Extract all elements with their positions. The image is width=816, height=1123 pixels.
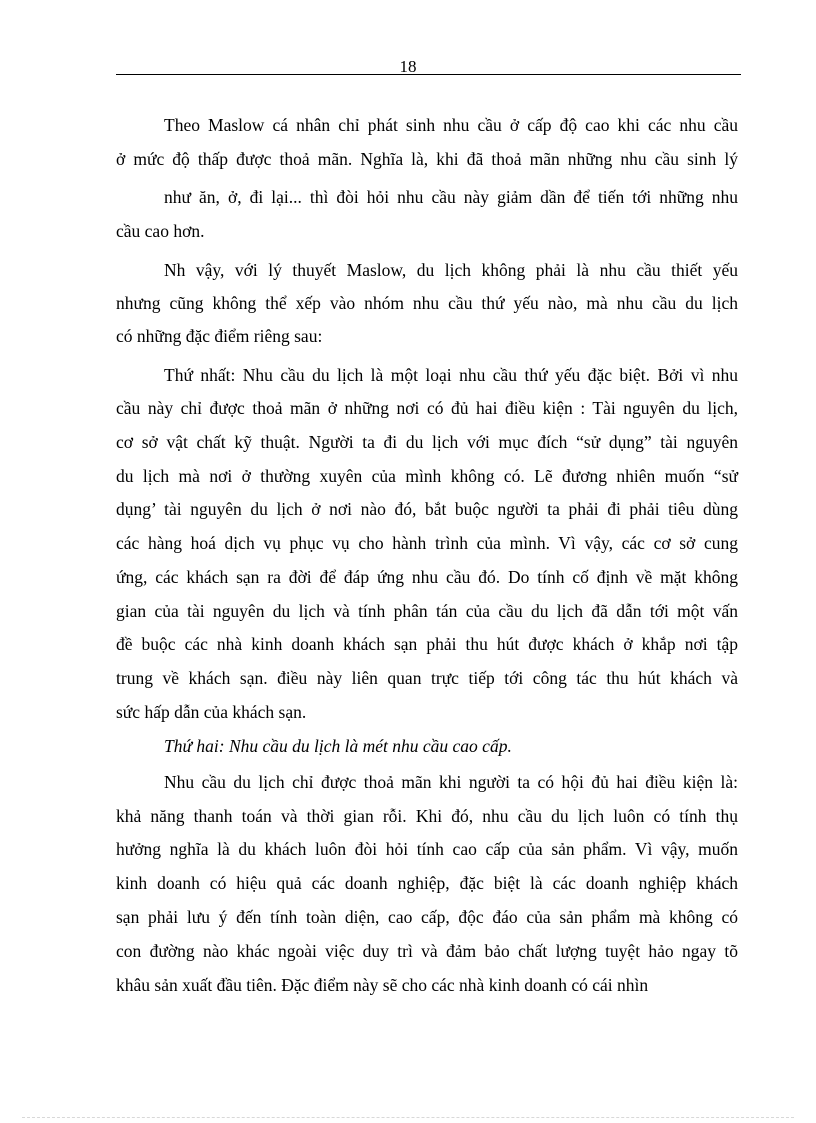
text-line: đề buộc các nhà kinh doanh khách sạn phải thu hút được khách ở khắp nơi tập (116, 634, 738, 654)
text-line: cơ sở vật chất kỹ thuật. Người ta đi du lịch với mục đích “sử dụng” tài nguyên (116, 432, 738, 452)
text-line: ứng, các khách sạn ra đời để đáp ứng nhu cầu đó. Do tính cố định về mặt không (116, 567, 738, 587)
section-heading: Thứ hai: Nhu cầu du lịch là mét nhu cầu cao cấp. (164, 736, 512, 756)
text-line: Thứ nhất: Nhu cầu du lịch là một loại nhu cầu thứ yếu đặc biệt. Bởi vì nhu (164, 365, 738, 385)
text-line: dụng’ tài nguyên du lịch ở nơi nào đó, bắt buộc người ta phải đi phải tiêu dùng (116, 499, 738, 519)
text-line: cầu này chỉ được thoả mãn ở những nơi có đủ hai điều kiện : Tài nguyên du lịch, (116, 398, 738, 418)
text-line: các hàng hoá dịch vụ phục vụ cho hành trình của mình. Vì vậy, các cơ sở cung (116, 533, 738, 553)
page-number: 18 (399, 57, 417, 76)
text-line: du lịch mà nơi ở thường xuyên của mình không có. Lẽ đương nhiên muốn “sử (116, 466, 738, 486)
text-line: sạn phải lưu ý đến tính toàn diện, cao cấp, độc đáo của sản phẩm mà không có (116, 907, 738, 927)
text-line: trung về khách sạn. điều này liên quan trực tiếp tới công tác thu hút khách và (116, 668, 738, 688)
header-rule (116, 74, 741, 75)
text-line: Theo Maslow cá nhân chỉ phát sinh nhu cầu ở cấp độ cao khi các nhu cầu (164, 115, 738, 135)
text-line: con đường nào khác ngoài việc duy trì và đảm bảo chất lượng tuyệt hảo ngay tõ (116, 941, 738, 961)
text-line: Nh vậy, với lý thuyết Maslow, du lịch không phải là nhu cầu thiết yếu (164, 260, 738, 280)
text-line: nhưng cũng không thể xếp vào nhóm nhu cầu thứ yếu nào, mà nhu cầu du lịch (116, 293, 738, 313)
text-line: khâu sản xuất đầu tiên. Đặc điểm này sẽ cho các nhà kinh doanh có cái nhìn (116, 975, 649, 995)
text-line: Nhu cầu du lịch chỉ được thoả mãn khi người ta có hội đủ hai điều kiện là: (164, 772, 738, 792)
text-line: cầu cao hơn. (116, 221, 205, 241)
text-line: có những đặc điểm riêng sau: (116, 326, 323, 346)
text-line: ở mức độ thấp được thoả mãn. Nghĩa là, khi đã thoả mãn những nhu cầu sinh lý (116, 149, 738, 169)
text-line: hưởng nghĩa là du khách luôn đòi hỏi tính cao cấp của sản phẩm. Vì vậy, muốn (116, 839, 738, 859)
text-line: gian của tài nguyên du lịch và tính phân tán của cầu du lịch đã dẫn tới một vấn (116, 601, 738, 621)
text-line: khả năng thanh toán và thời gian rỗi. Khi đó, nhu cầu du lịch luôn có tính thụ (116, 806, 738, 826)
text-line: như ăn, ở, đi lại... thì đòi hỏi nhu cầu này giảm dần để tiến tới những nhu (164, 187, 738, 207)
text-line: sức hấp dẫn của khách sạn. (116, 702, 307, 722)
text-line: kinh doanh có hiệu quả các doanh nghiệp, đặc biệt là các doanh nghiệp khách (116, 873, 738, 893)
page-bottom-border (22, 1117, 794, 1118)
